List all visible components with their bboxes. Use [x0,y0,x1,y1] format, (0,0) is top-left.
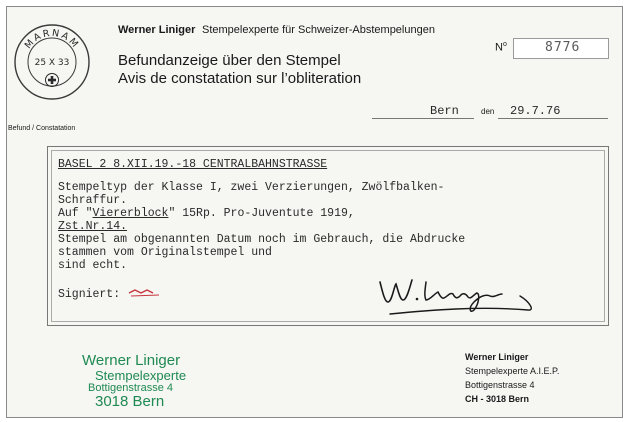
date-preposition: den [481,107,495,116]
title-german: Befundanzeige über den Stempel [118,52,341,69]
stamp-title: Stempelexperte [95,368,187,383]
certificate-number: 8776 [545,40,581,55]
findings-line: stammen vom Originalstempel und [58,246,272,259]
place-underline [372,118,474,119]
date-underline [498,118,608,119]
postmark-cancel [12,22,92,102]
findings-line: Schraffur. [58,194,128,207]
place-value: Bern [430,104,459,118]
signed-label: Signiert: [58,288,121,301]
number-label-sup: o [502,41,507,48]
header-tagline: Stempelexperte für Schweizer-Abstempelungen [202,24,435,36]
stamp-street: Bottigenstrasse 4 [88,382,173,394]
findings-text: " 15Rp. Pro-Juventute 1919, [168,207,355,220]
findings-line: Stempel am obgenannten Datum noch im Gebrauch, die Abdrucke [58,233,466,246]
header-name: Werner Liniger [118,24,196,36]
findings-text: Auf " [58,207,93,220]
findings-catalog-number: Zst.Nr.14. [58,220,128,233]
section-label: Befund / Constatation [8,125,76,132]
address-title: Stempelexperte A.I.E.P. [465,366,560,376]
handwritten-signature [370,272,540,322]
address-street: Bottigenstrasse 4 [465,380,535,390]
signed-mark-icon [127,286,163,298]
postmark-date: 25 X 33 [34,58,70,68]
swiss-cross-icon [46,74,59,87]
address-city: CH - 3018 Bern [465,394,530,404]
findings-line: sind echt. [58,259,128,272]
stamp-city: 3018 Bern [95,393,165,410]
date-value: 29.7.76 [510,104,561,118]
stamp-name: Werner Liniger [82,352,181,369]
number-label [495,41,507,54]
findings-line [58,207,355,220]
findings-underlined: Viererblock [92,207,169,220]
findings-line: Stempeltyp der Klasse I, zwei Verzierungen, Zwölfbalken- [58,181,445,194]
title-french: Avis de constatation sur l’obliteration [118,70,362,87]
number-label-letter: N [495,41,503,54]
address-name: Werner Liniger [465,352,529,362]
findings-postmark-line: BASEL 2 8.XII.19.-18 CENTRALBAHNSTRASSE [58,158,328,171]
postmark-town: MARNAM [22,27,82,52]
